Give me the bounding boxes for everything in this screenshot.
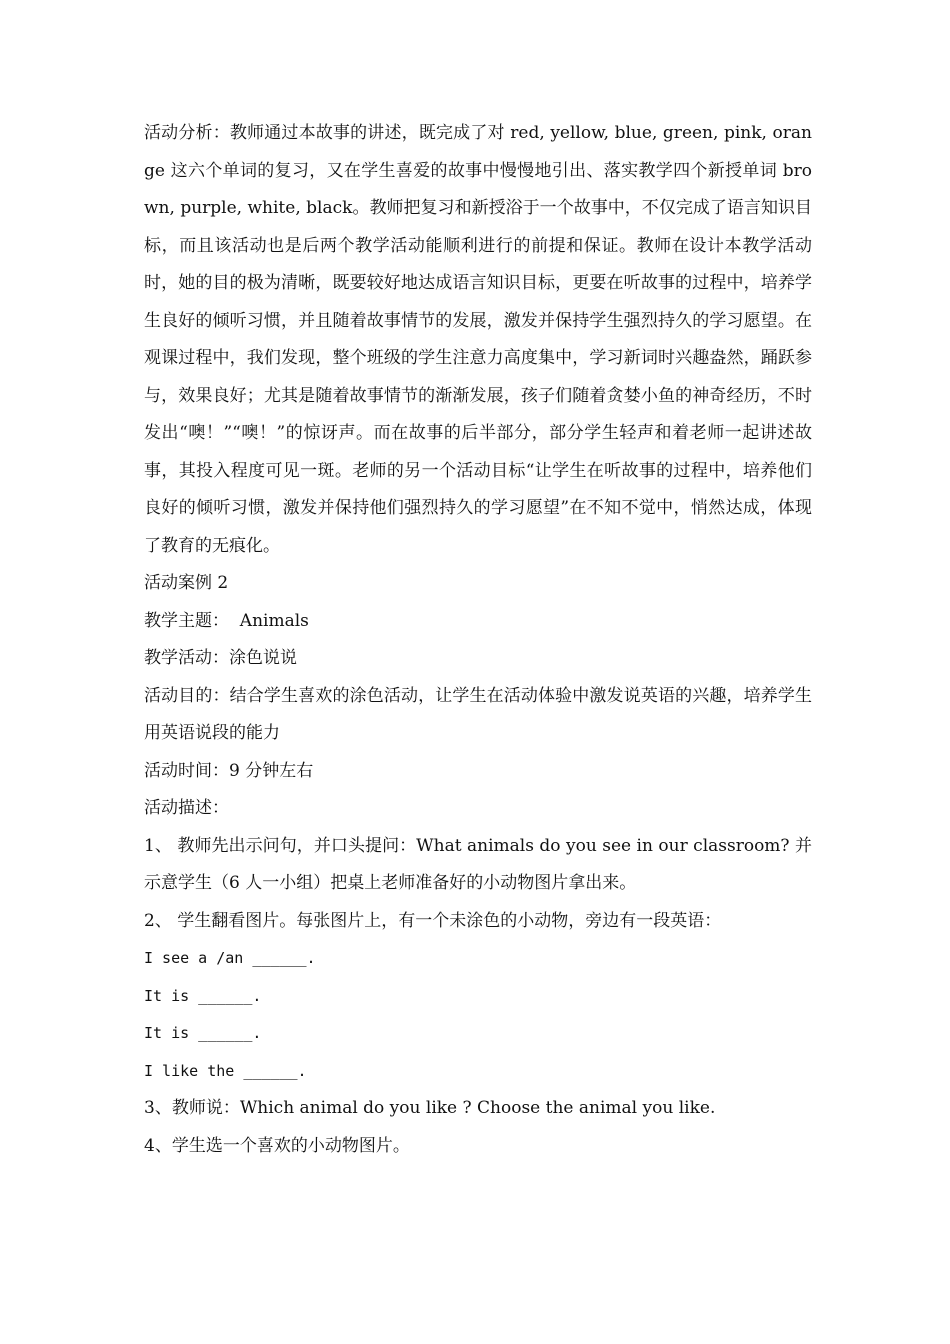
template-line-1: I see a /an ______. (144, 949, 316, 967)
step-1: 1、 教师先出示问句，并口头提问：What animals do you see in our classroom? 并示意学生（6 人一小组）把桌上老师准备好的小动物图片拿出来。 (144, 835, 812, 893)
document-body (144, 115, 812, 1165)
template-line-2: It is ______. (144, 986, 262, 1005)
template-line-3: It is ______. (144, 1024, 262, 1042)
step-3: 3、教师说：Which animal do you like ? Choose the animal you like. (144, 1098, 716, 1118)
activity-description-label: 活动描述： (144, 798, 229, 818)
analysis-paragraph: 活动分析：教师通过本故事的讲述，既完成了对 red, yellow, blue, green, pink, orange 这六个单词的复习，又在学生喜爱的故事中慢慢地引出、落实教学四个新授单词 brown, purple, white, black。教师把复习和新授浴于一个故事中，不仅完成了语言知识目标，而且该活动也是后两个教学活动能顺利进行的前提和保证。教师在设计本教学活动时，她的目的极为清晰，既要较好地达成语言知识目标，更要在听故事的过程中，培养学生良好的倾听习惯，并且随着故事情节的发展，激发并保持学生强烈持久的学习愿望。在观课过程中，我们发现，整个班级的学生注意力高度集中，学习新词时兴趣盎然，踊跃参与，效果良好；尤其是随着故事情节的渐渐发展，孩子们随着贪婪小鱼的神奇经历，不时发出“噢！”“噢！”的惊讶声。而在故事的后半部分，部分学生轻声和着老师一起讲述故事，其投入程度可见一斑。老师的另一个活动目标“让学生在听故事的过程中，培养他们良好的倾听习惯，激发并保持他们强烈持久的学习愿望”在不知不觉中，悄然达成，体现了教育的无痕化。 (144, 123, 812, 556)
case-title: 活动案例 2 (144, 573, 229, 593)
step-2: 2、 学生翻看图片。每张图片上，有一个未涂色的小动物，旁边有一段英语： (144, 910, 722, 931)
activity-purpose: 活动目的：结合学生喜欢的涂色活动，让学生在活动体验中激发说英语的兴趣，培养学生用英语说段的能力 (144, 685, 812, 743)
teaching-topic: 教学主题： Animals (144, 610, 309, 631)
step-4: 4、学生选一个喜欢的小动物图片。 (144, 1135, 410, 1156)
template-line-4: I like the ______. (144, 1061, 307, 1080)
teaching-activity: 教学活动：涂色说说 (144, 648, 297, 668)
activity-time: 活动时间：9 分钟左右 (144, 760, 314, 781)
